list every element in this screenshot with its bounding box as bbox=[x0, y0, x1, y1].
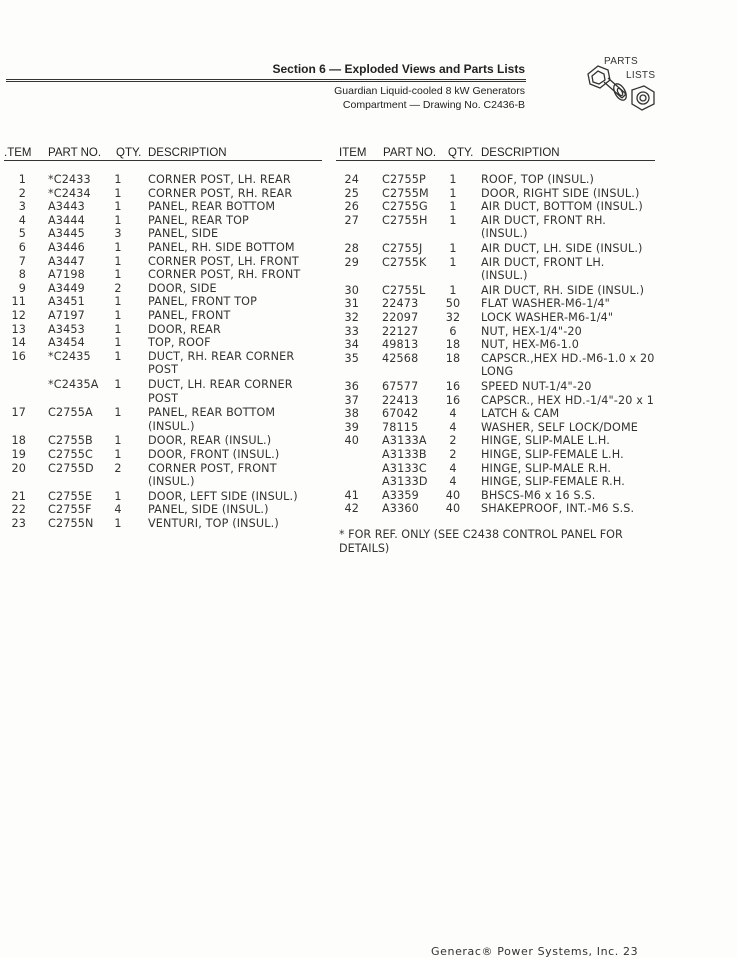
item-number: 32 bbox=[344, 311, 359, 324]
item-number: 12 bbox=[11, 309, 26, 322]
item-number: 42 bbox=[344, 502, 359, 516]
quantity: 1 bbox=[114, 322, 122, 336]
part-number: A3453 bbox=[48, 322, 85, 336]
description: PANEL, SIDE bbox=[148, 227, 219, 241]
quantity: 4 bbox=[449, 461, 457, 475]
quantity: 1 bbox=[114, 241, 122, 254]
part-number: A3449 bbox=[48, 281, 85, 295]
item-number: 2 bbox=[18, 186, 26, 200]
quantity: 18 bbox=[445, 351, 461, 365]
part-number: A3443 bbox=[48, 200, 85, 214]
part-number: C2755B bbox=[48, 434, 93, 448]
item-number: 28 bbox=[344, 242, 359, 255]
item-number: 18 bbox=[11, 434, 26, 448]
description: AIR DUCT, FRONT RH. bbox=[481, 213, 607, 227]
item-number: 19 bbox=[11, 448, 26, 461]
item-number: 14 bbox=[11, 336, 26, 350]
description: PANEL, REAR BOTTOM bbox=[148, 200, 276, 214]
page-footer: Generac® Power Systems, Inc. 23 bbox=[431, 945, 639, 958]
item-number: 4 bbox=[18, 213, 26, 227]
part-number: A3359 bbox=[382, 488, 419, 502]
part-number: A3133A bbox=[382, 434, 427, 448]
quantity: 4 bbox=[449, 475, 457, 489]
quantity: 1 bbox=[449, 186, 457, 200]
part-number: 22097 bbox=[382, 311, 419, 324]
description: SPEED NUT-1/4"-20 bbox=[481, 380, 592, 393]
item-number: 21 bbox=[11, 489, 26, 503]
item-number: 27 bbox=[344, 213, 359, 227]
item-number: 25 bbox=[344, 186, 359, 200]
description: SHAKEPROOF, INT.-M6 S.S. bbox=[481, 502, 635, 516]
quantity: 1 bbox=[114, 378, 122, 391]
quantity: 50 bbox=[445, 297, 461, 311]
part-number: A3133C bbox=[382, 461, 427, 475]
subtitle-line-1: Guardian Liquid-cooled 8 kW Generators bbox=[334, 85, 525, 97]
description: PANEL, FRONT TOP bbox=[148, 295, 258, 309]
right-header-rule bbox=[336, 160, 655, 161]
quantity: 2 bbox=[114, 281, 122, 295]
description-continuation: LONG bbox=[481, 365, 514, 379]
col-header-part-no: PART NO. bbox=[48, 147, 102, 159]
quantity: 1 bbox=[114, 186, 122, 200]
part-number: C2755L bbox=[382, 283, 426, 297]
quantity: 2 bbox=[114, 461, 122, 475]
quantity: 1 bbox=[114, 517, 122, 530]
item-number: 3 bbox=[18, 200, 26, 214]
part-number: 22413 bbox=[382, 393, 419, 407]
col-header-qty: QTY. bbox=[116, 147, 142, 159]
quantity: 1 bbox=[449, 242, 457, 255]
part-number: A3451 bbox=[48, 295, 85, 309]
part-number: A3447 bbox=[48, 254, 85, 268]
item-number: 40 bbox=[344, 434, 359, 448]
col-header-item-right: ITEM bbox=[339, 147, 367, 159]
description: HINGE, SLIP-FEMALE L.H. bbox=[481, 448, 624, 461]
part-number: C2755A bbox=[48, 406, 93, 420]
quantity: 1 bbox=[114, 336, 122, 350]
item-number: 7 bbox=[18, 254, 26, 268]
quantity: 1 bbox=[114, 309, 122, 322]
footnote: * FOR REF. ONLY (SEE C2438 CONTROL PANEL FOR DETAILS) bbox=[339, 528, 623, 555]
item-number: 26 bbox=[344, 200, 359, 214]
part-number: A3360 bbox=[382, 502, 419, 516]
quantity: 1 bbox=[449, 200, 457, 214]
description: VENTURI, TOP (INSUL.) bbox=[148, 517, 279, 530]
item-number: 23 bbox=[11, 517, 26, 530]
part-number: C2755J bbox=[382, 242, 423, 255]
part-number: A7197 bbox=[48, 309, 85, 322]
item-number: 9 bbox=[18, 281, 26, 295]
quantity: 1 bbox=[114, 295, 122, 309]
quantity: 32 bbox=[445, 311, 461, 324]
quantity: 40 bbox=[445, 502, 461, 516]
part-number: A3133D bbox=[382, 475, 428, 489]
description: DUCT, RH. REAR CORNER bbox=[148, 349, 295, 363]
quantity: 4 bbox=[449, 407, 457, 421]
part-number: A3444 bbox=[48, 213, 85, 227]
description: BHSCS-M6 x 16 S.S. bbox=[481, 488, 596, 502]
description: CORNER POST, LH. REAR bbox=[148, 173, 291, 186]
description: DOOR, SIDE bbox=[148, 281, 217, 295]
description: CORNER POST, FRONT bbox=[148, 461, 277, 475]
item-number: 24 bbox=[344, 173, 359, 186]
item-number: 13 bbox=[11, 322, 26, 336]
parts-lists-logo bbox=[582, 56, 664, 120]
quantity: 1 bbox=[114, 349, 122, 363]
quantity: 6 bbox=[449, 324, 457, 338]
part-number: C2755K bbox=[382, 255, 427, 269]
item-number: 39 bbox=[344, 420, 359, 434]
part-number: C2755N bbox=[48, 517, 94, 530]
item-number: 36 bbox=[344, 380, 359, 393]
description: CAPSCR.,HEX HD.-M6-1.0 x 20 bbox=[481, 351, 655, 365]
item-number: 34 bbox=[344, 338, 359, 352]
quantity: 4 bbox=[449, 420, 457, 434]
part-number: 22127 bbox=[382, 324, 419, 338]
description: AIR DUCT, FRONT LH. bbox=[481, 255, 605, 269]
item-number: 37 bbox=[344, 393, 359, 407]
col-header-description: DESCRIPTION bbox=[148, 147, 227, 159]
description: PANEL, REAR BOTTOM bbox=[148, 406, 276, 420]
description: DUCT, LH. REAR CORNER bbox=[148, 378, 293, 391]
description: DOOR, LEFT SIDE (INSUL.) bbox=[148, 489, 298, 503]
part-number: 78115 bbox=[382, 420, 419, 434]
part-number: C2755G bbox=[382, 200, 428, 214]
description: PANEL, RH. SIDE BOTTOM bbox=[148, 241, 295, 254]
description: LATCH & CAM bbox=[481, 407, 560, 421]
quantity: 1 bbox=[449, 255, 457, 269]
part-number: 42568 bbox=[382, 351, 419, 365]
part-number: *C2434 bbox=[48, 186, 91, 200]
description: NUT, HEX-M6-1.0 bbox=[481, 338, 579, 352]
header-rule-top bbox=[6, 79, 526, 80]
col-header-description-right: DESCRIPTION bbox=[481, 147, 560, 159]
quantity: 1 bbox=[114, 213, 122, 227]
description: AIR DUCT, LH. SIDE (INSUL.) bbox=[481, 242, 643, 255]
part-number: C2755F bbox=[48, 503, 92, 517]
description: HINGE, SLIP-MALE R.H. bbox=[481, 461, 612, 475]
part-number: C2755P bbox=[382, 173, 426, 186]
description: HINGE, SLIP-FEMALE R.H. bbox=[481, 475, 625, 489]
description: PANEL, SIDE (INSUL.) bbox=[148, 503, 269, 517]
quantity: 1 bbox=[114, 406, 122, 420]
item-number: 5 bbox=[18, 227, 26, 241]
quantity: 3 bbox=[114, 227, 122, 241]
item-number: 1 bbox=[18, 173, 26, 186]
part-number: A3446 bbox=[48, 241, 85, 254]
part-number: A7198 bbox=[48, 268, 85, 282]
description: DOOR, REAR (INSUL.) bbox=[148, 434, 272, 448]
quantity: 1 bbox=[114, 268, 122, 282]
left-header-rule bbox=[4, 160, 322, 161]
item-number: 38 bbox=[344, 407, 359, 421]
part-number: A3445 bbox=[48, 227, 85, 241]
item-number: 30 bbox=[344, 283, 359, 297]
item-number: 22 bbox=[11, 503, 26, 517]
description: DOOR, RIGHT SIDE (INSUL.) bbox=[481, 186, 640, 200]
part-number: 67577 bbox=[382, 380, 419, 393]
part-number: *C2435 bbox=[48, 349, 91, 363]
section-title: Section 6 — Exploded Views and Parts Lists bbox=[272, 62, 525, 76]
description: CAPSCR., HEX HD.-1/4"-20 x 1 bbox=[481, 393, 654, 407]
quantity: 4 bbox=[114, 503, 122, 517]
item-number: 16 bbox=[11, 349, 26, 363]
description: HINGE, SLIP-MALE L.H. bbox=[481, 434, 610, 448]
item-number: 33 bbox=[344, 324, 359, 338]
quantity: 1 bbox=[114, 448, 122, 461]
quantity: 1 bbox=[449, 173, 457, 186]
quantity: 2 bbox=[449, 434, 457, 448]
quantity: 16 bbox=[445, 380, 461, 393]
description-continuation: (INSUL.) bbox=[481, 227, 528, 241]
description: TOP, ROOF bbox=[148, 336, 211, 350]
item-number: 17 bbox=[11, 406, 26, 420]
nut-bolt-washer-icon bbox=[582, 56, 664, 120]
description: CORNER POST, RH. FRONT bbox=[148, 268, 301, 282]
quantity: 1 bbox=[114, 434, 122, 448]
description: AIR DUCT, BOTTOM (INSUL.) bbox=[481, 200, 643, 214]
part-number: *C2433 bbox=[48, 173, 91, 186]
item-number: 8 bbox=[18, 268, 26, 282]
description-continuation: POST bbox=[148, 391, 179, 405]
quantity: 1 bbox=[114, 200, 122, 214]
col-header-part-no-right: PART NO. bbox=[383, 147, 437, 159]
item-number: 35 bbox=[344, 351, 359, 365]
item-number: 11 bbox=[11, 295, 26, 309]
quantity: 1 bbox=[114, 489, 122, 503]
logo-text-lists: LISTS bbox=[626, 70, 656, 81]
part-number: A3454 bbox=[48, 336, 85, 350]
description: LOCK WASHER-M6-1/4" bbox=[481, 311, 614, 324]
quantity: 1 bbox=[114, 254, 122, 268]
part-number: C2755M bbox=[382, 186, 429, 200]
part-number: 67042 bbox=[382, 407, 419, 421]
item-number: 31 bbox=[344, 297, 359, 311]
part-number: *C2435A bbox=[48, 378, 99, 391]
quantity: 16 bbox=[445, 393, 461, 407]
quantity: 1 bbox=[114, 173, 122, 186]
quantity: 40 bbox=[445, 488, 461, 502]
description: WASHER, SELF LOCK/DOME bbox=[481, 420, 638, 434]
item-number: 41 bbox=[344, 488, 359, 502]
item-number: 29 bbox=[344, 255, 359, 269]
description: DOOR, FRONT (INSUL.) bbox=[148, 448, 280, 461]
description: FLAT WASHER-M6-1/4" bbox=[481, 297, 610, 311]
description-continuation: (INSUL.) bbox=[148, 475, 195, 489]
logo-text-parts: PARTS bbox=[604, 56, 638, 67]
item-number: 20 bbox=[11, 461, 26, 475]
description: CORNER POST, LH. FRONT bbox=[148, 254, 299, 268]
quantity: 18 bbox=[445, 338, 461, 352]
col-header-item: .TEM bbox=[4, 147, 32, 159]
description-continuation: (INSUL.) bbox=[481, 269, 528, 283]
description: PANEL, REAR TOP bbox=[148, 213, 249, 227]
part-number: C2755C bbox=[48, 448, 93, 461]
description: CORNER POST, RH. REAR bbox=[148, 186, 293, 200]
quantity: 2 bbox=[449, 448, 457, 461]
part-number: A3133B bbox=[382, 448, 427, 461]
quantity: 1 bbox=[449, 213, 457, 227]
subtitle-line-2: Compartment — Drawing No. C2436-B bbox=[342, 99, 525, 111]
quantity: 1 bbox=[449, 283, 457, 297]
part-number: C2755H bbox=[382, 213, 428, 227]
part-number: C2755E bbox=[48, 489, 93, 503]
description: NUT, HEX-1/4"-20 bbox=[481, 324, 582, 338]
col-header-qty-right: QTY. bbox=[448, 147, 474, 159]
description: AIR DUCT, RH. SIDE (INSUL.) bbox=[481, 283, 645, 297]
description: PANEL, FRONT bbox=[148, 309, 231, 322]
description: DOOR, REAR bbox=[148, 322, 221, 336]
description-continuation: (INSUL.) bbox=[148, 419, 195, 433]
item-number: 6 bbox=[18, 241, 26, 254]
part-number: 22473 bbox=[382, 297, 419, 311]
part-number: 49813 bbox=[382, 338, 419, 352]
description: ROOF, TOP (INSUL.) bbox=[481, 173, 595, 186]
description-continuation: POST bbox=[148, 363, 179, 377]
part-number: C2755D bbox=[48, 461, 94, 475]
header-rule-bottom bbox=[6, 81, 526, 82]
